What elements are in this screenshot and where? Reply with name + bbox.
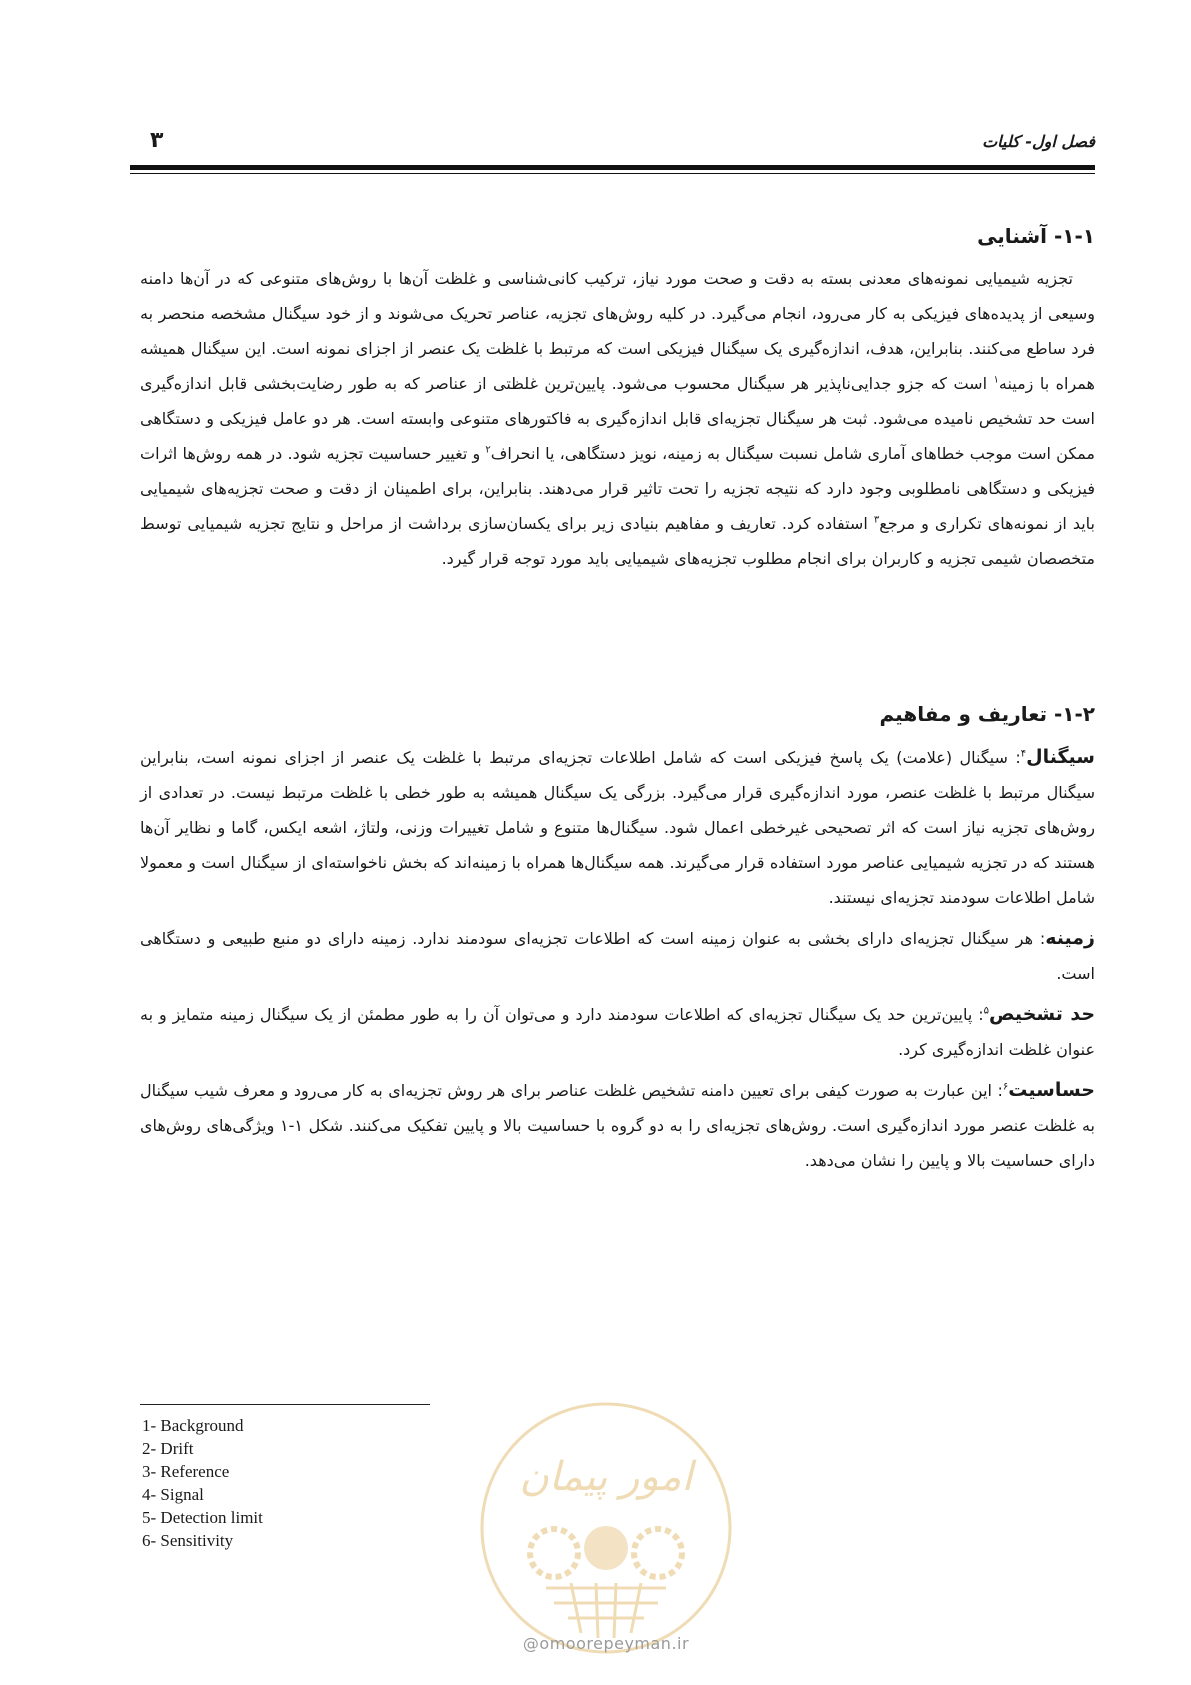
footnote-item: 5- Detection limit [142, 1508, 263, 1527]
definition-detection-limit [140, 997, 1095, 1067]
header-rule-thin [130, 173, 1095, 174]
definition-term: زمینه [1045, 927, 1095, 949]
watermark-seal [476, 1398, 736, 1658]
footnotes [142, 1414, 263, 1552]
definition-text: : پایین‌ترین حد یک سیگنال تجزیه‌ای که اطلاعات سودمند دارد و می‌توان آن را به طور مطمئن از یک سیگنال زمینه متمایز و به عنوان غلظت اندازه‌گیری کرد. [140, 1005, 1095, 1059]
definitions-body [140, 740, 1095, 1184]
intro-text-b: است که جزو جدایی‌ناپذیر هر سیگنال محسوب می‌شود. پایین‌ترین غلظتی از عناصر که به طور رضایت‌بخشی قابل اندازه‌گیری است حد تشخیص نامیده می‌شود. ثبت هر سیگنال تجزیه‌ای قابل اندازه‌گیری به فاکتورهای متنوعی وابسته است. هر دو عامل فیزیکی و دستگاهی ممکن است موجب خطاهای آماری شامل نسبت سیگنال به زمینه، نویز دستگاهی، یا انحراف [140, 374, 1095, 463]
section-heading-definitions: ۱-۲- تعاریف و مفاهیم [879, 702, 1095, 726]
intro-text-c: و تغییر حساسیت تجزیه شود. در همه روش‌ها اثرات فیزیکی و دستگاهی نامطلوبی وجود دارد که نتیجه تجزیه را تحت تاثیر قرار می‌دهند. بنابراین، برای اطمینان از دقت و صحت تجزیه‌های شیمیایی باید از نمونه‌های تکراری و مرجع [140, 444, 1096, 533]
footnote-item: 2- Drift [142, 1439, 194, 1458]
definition-signal [140, 740, 1095, 915]
definition-text: : سیگنال (علامت) یک پاسخ فیزیکی است که شامل اطلاعات تجزیه‌ای مرتبط با غلظت یک عنصر از اجزای نمونه است، بنابراین سیگنال مرتبط با غلظت عنصر، مورد اندازه‌گیری قرار می‌گیرد. بزرگی یک سیگنال همیشه به طور خطی با غلظت مرتبط نیست. در تعدادی از روش‌های تجزیه نیاز است که اثر تصحیحی غیرخطی اعمال شود. سیگنال‌ها متنوع و شامل تغییرات وزنی، ولتاژ، اشعه ایکس، گاما و نظایر آن‌ها هستند که در تجزیه شیمیایی عناصر مورد استفاده قرار می‌گیرند. همه سیگنال‌ها همراه با زمینه‌اند که بخش ناخواسته‌ای از سیگنال است و معمولا شامل اطلاعات سودمند تجزیه‌ای نیستند. [140, 748, 1095, 907]
page-number: ۳ [150, 128, 164, 153]
section-heading-intro: ۱-۱- آشنایی [977, 224, 1095, 248]
footnote-ref-4: ۴ [1020, 748, 1027, 760]
definition-background [140, 921, 1095, 991]
footnote-item: 6- Sensitivity [142, 1531, 234, 1550]
intro-text-a: تجزیه شیمیایی نمونه‌های معدنی بسته به دقت و صحت مورد نیاز، ترکیب کانی‌شناسی و غلظت آن‌ها با روش‌های متنوعی که در آن‌ها دامنه وسیعی از پدیده‌های فیزیکی به کار می‌رود، انجام می‌گیرد. در کلیه روش‌های تجزیه، عناصر تحریک می‌شوند و از خود سیگنال مشخصه منحصر به فرد ساطع می‌کنند. بنابراین، هدف، اندازه‌گیری یک سیگنال فیزیکی است که مرتبط با غلظت یک عنصر از اجزای نمونه است. این سیگنال همیشه همراه با زمینه [140, 269, 1095, 393]
header-rule-thick [130, 165, 1095, 170]
definition-term: حد تشخیص [989, 1003, 1096, 1025]
intro-body [140, 261, 1095, 576]
watermark-site-url: @omoorepeyman.ir [522, 1634, 690, 1653]
intro-text-d: استفاده کرد. تعاریف و مفاهیم بنیادی زیر برای یکسان‌سازی برداشت از مراحل و نتایج تجزیه شیمیایی توسط متخصصان شیمی تجزیه و کاربران برای انجام مطلوب تجزیه‌های شیمیایی باید مورد توجه قرار گیرد. [140, 514, 1095, 568]
footnote-item: 3- Reference [142, 1462, 230, 1481]
definition-text: : هر سیگنال تجزیه‌ای دارای بخشی به عنوان زمینه است که اطلاعات تجزیه‌ای سودمند ندارد. زمینه دارای دو منبع طبیعی و دستگاهی است. [140, 929, 1095, 983]
footnote-ref-3: ۳ [873, 514, 880, 526]
footnote-rule [140, 1404, 430, 1405]
intro-paragraph [140, 261, 1095, 576]
footnote-item: 1- Background [142, 1416, 244, 1435]
footnote-ref-1: ۱ [993, 374, 999, 386]
footnote-item: 4- Signal [142, 1485, 204, 1504]
footnote-ref-2: ۲ [485, 444, 491, 456]
svg-text:امور پیمان: امور پیمان [519, 1454, 693, 1500]
definition-sensitivity [140, 1073, 1095, 1178]
definition-term: حساسیت [1008, 1079, 1095, 1101]
definition-term: سیگنال [1026, 746, 1095, 768]
definition-text: : این عبارت به صورت کیفی برای تعیین دامنه تشخیص غلظت عناصر برای هر روش تجزیه‌ای به کار می‌رود و معرف شیب سیگنال به غلظت عنصر مورد اندازه‌گیری است. روش‌های تجزیه‌ای را به دو گروه با حساسیت بالا و پایین تفکیک می‌کنند. شکل ۱-۱ ویژگی‌های روش‌های دارای حساسیت بالا و پایین را نشان می‌دهد. [140, 1081, 1096, 1170]
footnote-ref-5: ۵ [983, 1005, 990, 1017]
chapter-title: فصل اول- کلیات [982, 132, 1095, 151]
footnote-ref-6: ۶ [1002, 1081, 1009, 1093]
